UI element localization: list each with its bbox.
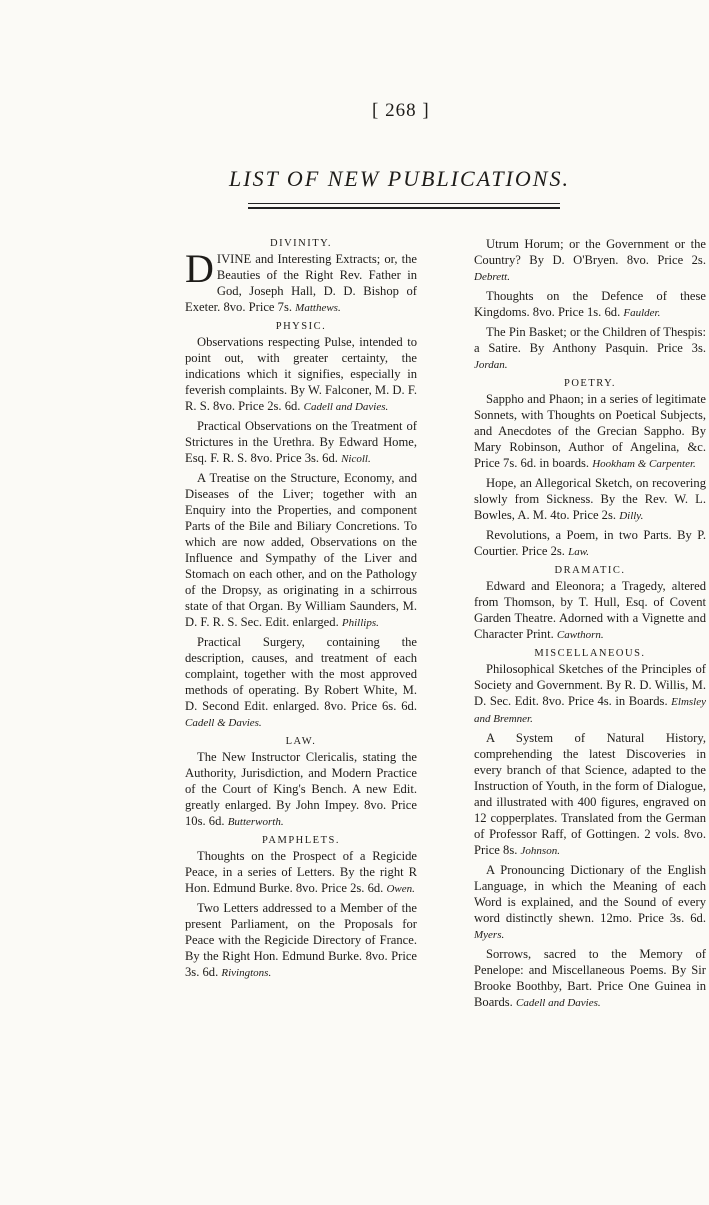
publication-entry [185, 634, 417, 731]
entry-text: Revolutions, a Poem, in two Parts. By P. Courtier. Price 2s. [474, 528, 706, 558]
entry-text: Thoughts on the Prospect of a Regicide Peace, in a series of Letters. By the right R Hon. Edmund Burke. 8vo. Price 2s. 6d. [185, 849, 417, 895]
entry-publisher: Faulder. [623, 307, 661, 319]
publication-entry [185, 848, 417, 897]
entry-publisher: Nicoll. [341, 453, 371, 465]
entry-text: Sappho and Phaon; in a series of legitimate Sonnets, with Thoughts on Poetical Subjects, and Anecdotes of the Grecian Sappho. By Mary Robinson, Author of Angelina, &c. Price 7s. 6d. in boards. [474, 392, 706, 470]
entry-text: Practical Surgery, containing the description, causes, and treatment of each complaint, together with the most approved methods of operating. By Robert White, M. D. Second Edit. enlarged. 8vo. Price 6s. 6d. [185, 635, 417, 713]
entry-publisher: Elmsley and Bremner. [474, 696, 706, 725]
entry-text: Utrum Horum; or the Government or the Country? By D. O'Bryen. 8vo. Price 2s. [474, 237, 706, 267]
publication-entry [474, 661, 706, 727]
section-heading: DRAMATIC. [554, 565, 626, 576]
entry-text: Philosophical Sketches of the Principles of Society and Government. By R. D. Willis, M. D. Sec. Edit. 8vo. Price 4s. in Boards. [474, 662, 706, 708]
section-heading: PHYSIC. [275, 321, 327, 332]
section-heading: LAW. [285, 736, 317, 747]
entry-text: A Pronouncing Dictionary of the English Language, in which the Meaning of each Word is explained, and the Sound of every word distinctly shewn. 12mo. Price 3s. 6d. [474, 863, 706, 925]
publication-entry [474, 324, 706, 373]
entry-text: Edward and Eleonora; a Tragedy, altered from Thomson, by T. Hull, Esq. of Covent Garden Theatre. Adorned with a Vignette and Character Print. [474, 579, 706, 641]
page-title: LIST OF NEW PUBLICATIONS. [229, 166, 570, 191]
entry-publisher: Butterworth. [227, 816, 284, 828]
entry-text: The New Instructor Clericalis, stating the Authority, Jurisdiction, and Modern Practice of the Court of King's Bench. A new Edit. greatly enlarged. By John Impey. 8vo. Price 10s. 6d. [185, 750, 417, 828]
publication-entry [185, 418, 417, 467]
entry-text: Sorrows, sacred to the Memory of Penelope: and Miscellaneous Poems. By Sir Brooke Boothby, Bart. Price One Guinea in Boards. [474, 947, 706, 1009]
publication-entry [474, 946, 706, 1011]
entry-publisher: Phillips. [341, 617, 379, 629]
publication-entry [185, 334, 417, 415]
section-heading: PAMPHLETS. [262, 835, 340, 846]
entry-text: Practical Observations on the Treatment of Strictures in the Urethra. By Edward Home, Esq. F. R. S. 8vo. Price 3s. 6d. [185, 419, 417, 465]
entry-text: Hope, an Allegorical Sketch, on recovering slowly from Sickness. By the Rev. W. L. Bowles, A. M. 4to. Price 2s. [474, 476, 706, 522]
entry-text: Thoughts on the Defence of these Kingdoms. 8vo. Price 1s. 6d. [474, 289, 706, 319]
entry-publisher: Cadell and Davies. [303, 401, 389, 413]
entry-text: A System of Natural History, comprehending the latest Discoveries in every branch of that Science, adapted to the Instruction of Youth, in the form of Dialogue, and illustrated with 400 figures, engraved on 12 copperplates. Translated from the German of Professor Raff, of Gottingen. 2 vols. 8vo. Price 8s. [474, 731, 706, 857]
entry-text: IVINE and Interesting Extracts; or, the Beauties of the Right Rev. Father in God, Joseph Hall, D. D. Bishop of Exeter. 8vo. Price 7s. [185, 252, 417, 314]
entry-publisher: Cawthorn. [556, 629, 604, 641]
entry-publisher: Cadell and Davies. [515, 997, 601, 1009]
right-column [474, 236, 706, 1014]
publication-entry [474, 862, 706, 943]
publication-entry [185, 749, 417, 830]
section-heading: POETRY. [563, 378, 617, 389]
page-number: [ 268 ] [372, 100, 430, 121]
entry-publisher: Hookham & Carpenter. [592, 458, 696, 470]
entry-publisher: Debrett. [474, 271, 510, 283]
entry-publisher: Matthews. [295, 302, 341, 314]
entry-publisher: Law. [568, 546, 589, 558]
publication-entry [474, 730, 706, 859]
entry-publisher: Dilly. [619, 510, 644, 522]
publication-entry [474, 527, 706, 560]
entry-publisher: Cadell & Davies. [185, 717, 262, 729]
entry-text: Two Letters addressed to a Member of the present Parliament, on the Proposals for Peace with the Regicide Directory of France. By the Right Hon. Edmund Burke. 8vo. Price 3s. 6d. [185, 901, 417, 979]
entry-publisher: Rivingtons. [221, 967, 272, 979]
drop-cap: D [185, 246, 214, 291]
publication-entry [474, 288, 706, 321]
publication-entry [185, 900, 417, 981]
entry-publisher: Myers. [474, 929, 505, 941]
left-column [185, 236, 417, 984]
entry-text: Observations respecting Pulse, intended to point out, with greater certainty, the indications which it signifies, especially in feverish complaints. By W. Falconer, M. D. F. R. S. 8vo. Price 2s. 6d. [185, 335, 417, 413]
publication-entry [474, 236, 706, 285]
publication-entry [474, 391, 706, 472]
publication-entry [474, 475, 706, 524]
publication-entry [474, 578, 706, 643]
entry-publisher: Owen. [386, 883, 415, 895]
entry-publisher: Jordan. [474, 359, 508, 371]
publication-entry [185, 246, 417, 316]
section-heading: DIVINITY. [269, 238, 332, 249]
entry-text: A Treatise on the Structure, Economy, and Diseases of the Liver; together with an Enquiry into the Properties, and component Parts of the Bile and Biliary Concretions. To which are now added, Observations on the Influence and Sympathy of the Liver and Stomach on each other, and on the Pathology of the Dropsy, as originating in a schirrous state of that Organ. By William Saunders, M. D. F. R. S. Sec. Edit. enlarged. [185, 471, 417, 629]
title-rule [248, 203, 560, 209]
entry-publisher: Johnson. [520, 845, 560, 857]
entry-text: The Pin Basket; or the Children of Thespis: a Satire. By Anthony Pasquin. Price 3s. [474, 325, 706, 355]
section-heading: MISCELLANEOUS. [534, 648, 646, 659]
publication-entry [185, 470, 417, 631]
